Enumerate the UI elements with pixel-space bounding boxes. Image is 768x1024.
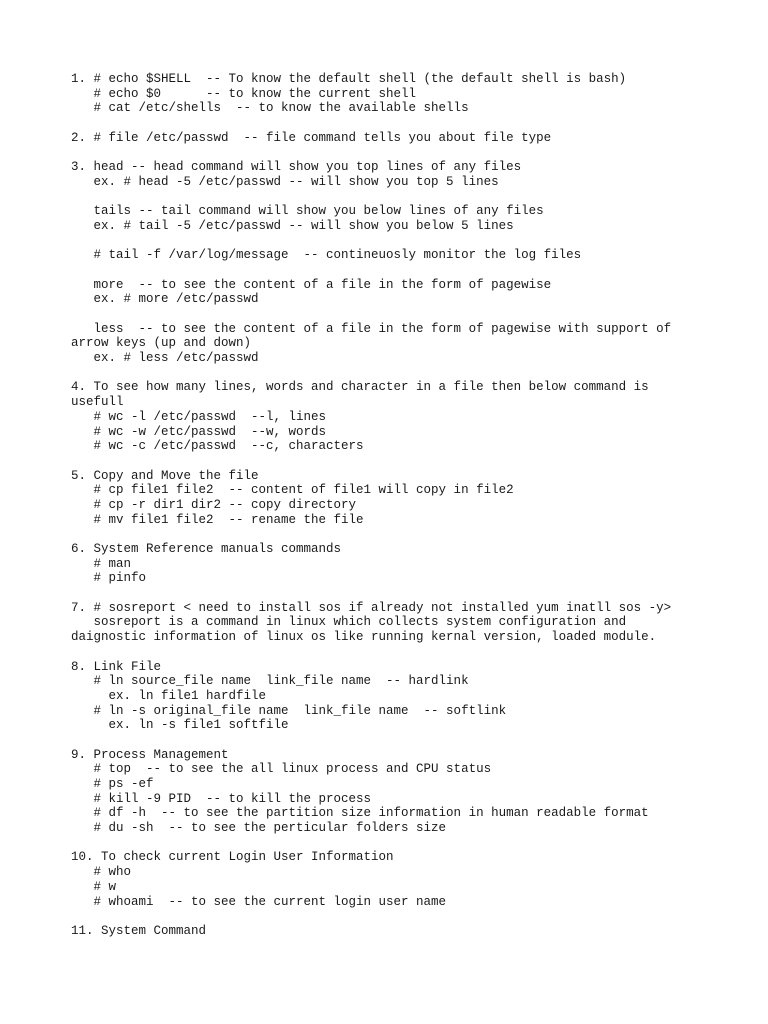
text-line: # pinfo [71,571,147,586]
text-line: usefull [71,395,124,410]
text-line: ex. ln file1 hardfile [71,688,267,703]
blank-line [71,836,671,851]
text-line: sosreport is a command in linux which collects system configuration and [71,615,627,630]
text-line: # cp file1 file2 -- content of file1 will copy in file2 [71,483,514,498]
blank-line [71,645,671,660]
text-line: ex. # less /etc/passwd [71,351,259,366]
text-line: # tail -f /var/log/message -- contineuosly monitor the log files [71,248,582,263]
text-line: 8. Link File [71,659,162,674]
text-line: 5. Copy and Move the file [71,468,259,483]
text-line: more -- to see the content of a file in the form of pagewise [71,277,552,292]
blank-line [71,145,671,160]
text-line: # ln -s original_file name link_file name -- softlink [71,703,507,718]
blank-line [71,263,671,278]
text-line: 9. Process Management [71,747,229,762]
text-line: 7. # sosreport < need to install sos if already not installed yum inatll sos -y> [71,600,672,615]
text-line: # cp -r dir1 dir2 -- copy directory [71,497,357,512]
text-line: # who [71,865,132,880]
text-line: 2. # file /etc/passwd -- file command tells you about file type [71,130,552,145]
text-line: tails -- tail command will show you below lines of any files [71,204,544,219]
text-line: # man [71,556,132,571]
text-line: daignostic information of linux os like running kernal version, loaded module. [71,630,657,645]
blank-line [71,116,671,131]
text-line: 1. # echo $SHELL -- To know the default shell (the default shell is bash) [71,72,627,86]
blank-line [71,454,671,469]
text-line: # df -h -- to see the partition size information in human readable format [71,806,649,821]
text-line: arrow keys (up and down) [71,336,252,351]
text-line: # ps -ef [71,777,154,791]
text-line: 6. System Reference manuals commands [71,542,342,556]
text-line: # wc -w /etc/passwd --w, words [71,424,327,439]
text-line: # cat /etc/shells -- to know the available shells [71,101,469,116]
text-line: less -- to see the content of a file in the form of pagewise with support of [71,321,672,336]
text-line: # wc -l /etc/passwd --l, lines [71,409,327,424]
text-line: # kill -9 PID -- to kill the process [71,791,372,806]
blank-line [71,307,671,322]
text-line: # du -sh -- to see the perticular folders size [71,821,447,836]
text-line: # wc -c /etc/passwd --c, characters [71,439,364,454]
blank-line [71,527,671,542]
text-line: ex. # tail -5 /etc/passwd -- will show you below 5 lines [71,218,514,233]
blank-line [71,234,671,249]
text-line: 10. To check current Login User Information [71,850,394,865]
text-line: ex. # more /etc/passwd [71,292,259,307]
text-line: # echo $0 -- to know the current shell [71,86,417,101]
text-line: # mv file1 file2 -- rename the file [71,512,364,527]
blank-line [71,586,671,601]
blank-line [71,909,671,924]
text-line: # ln source_file name link_file name -- hardlink [71,674,469,689]
text-line: ex. ln -s file1 softfile [71,718,289,733]
text-line: # whoami -- to see the current login user name [71,894,447,909]
text-line: 3. head -- head command will show you top lines of any files [71,160,522,175]
text-line: 11. System Command [71,923,207,938]
blank-line [71,190,671,205]
document-body [71,72,671,939]
blank-line [71,366,671,381]
blank-line [71,733,671,748]
text-line: # w [71,879,117,894]
text-line: # top -- to see the all linux process and CPU status [71,762,492,777]
text-line: ex. # head -5 /etc/passwd -- will show you top 5 lines [71,174,499,189]
text-line: 4. To see how many lines, words and character in a file then below command is [71,380,649,395]
